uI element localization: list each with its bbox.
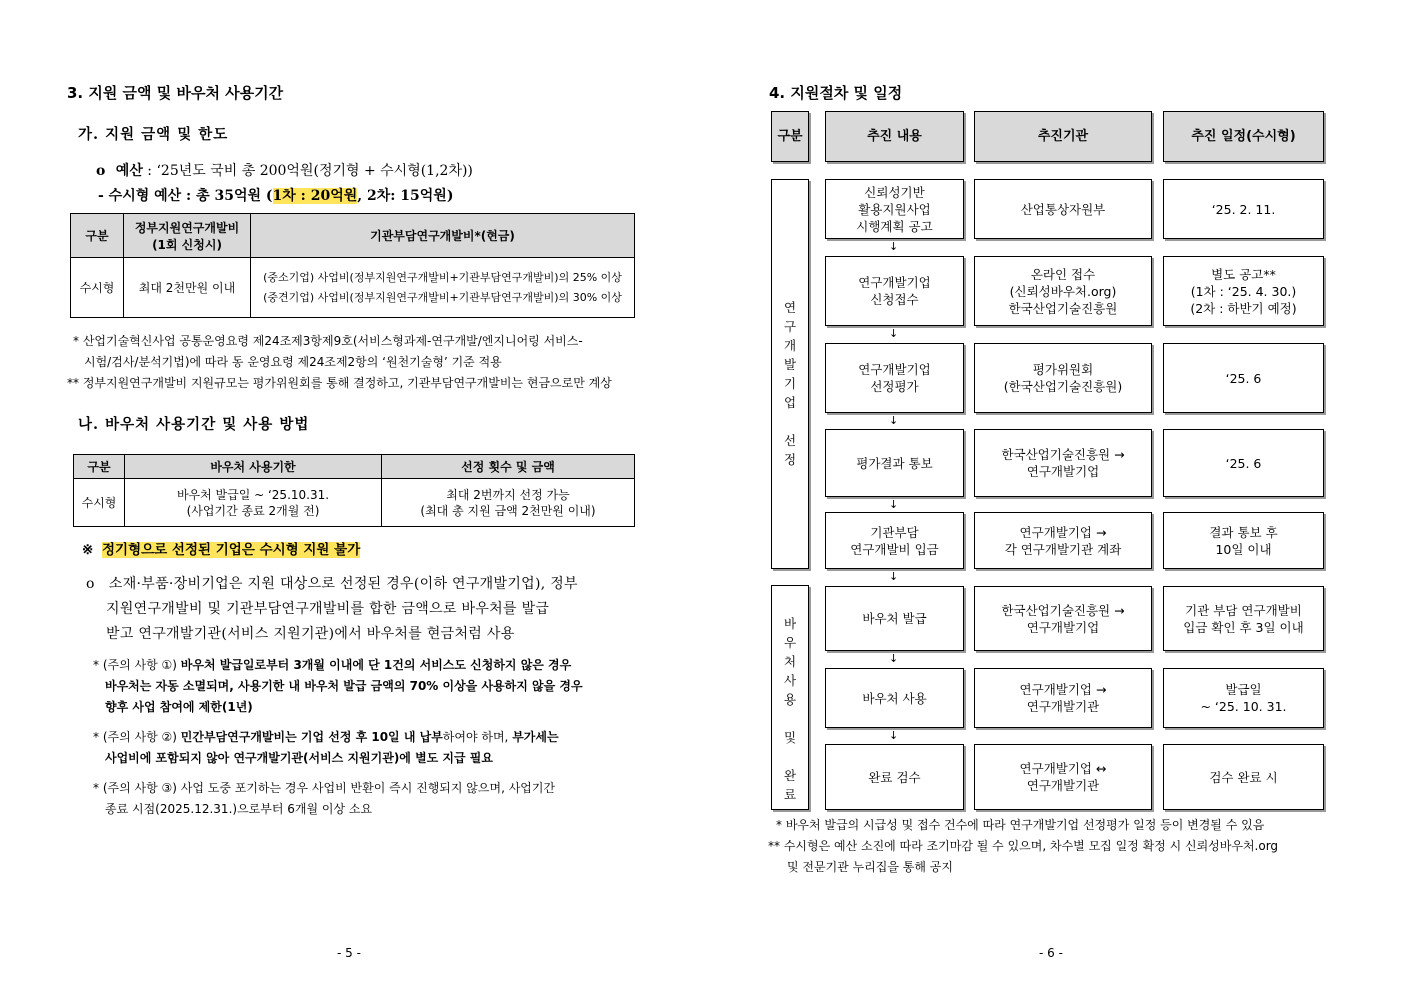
subsection-title-a: 가. 지원 금액 및 한도 <box>78 126 229 143</box>
caution-3: * (주의 사항 ③) 사업 도중 포기하는 경우 사업비 반환이 즉시 진행되지 않으며, 사업기간 종료 시점(2025.12.31.)으로부터 6개월 이상 소요 <box>93 781 556 816</box>
flow-arrow-down-icon: ↓ <box>889 498 899 511</box>
flow-org-2: 온라인 접수 (신뢰성바우처.org) 한국산업기술진흥원 <box>974 256 1152 326</box>
voucher-period-table <box>73 454 635 527</box>
flow-header-content: 추진 내용 <box>825 111 964 162</box>
flow-arrow-down-icon: ↓ <box>889 414 899 427</box>
flow-footnote-1: * 바우처 발급의 시급성 및 접수 건수에 따라 연구개발기업 선정평가 일정 등이 변경될 수 있음 <box>776 818 1265 832</box>
flow-content-2: 연구개발기업 신청접수 <box>825 256 964 326</box>
flow-sched-5: 결과 통보 후 10일 이내 <box>1163 512 1324 569</box>
table2-cell-type: 수시형 <box>74 479 125 527</box>
irregular-budget-suffix: , 2차: 15억원) <box>357 188 454 204</box>
caution-2: * (주의 사항 ②) 민간부담연구개발비는 기업 선정 후 10일 내 납부하여야 하며, 부가세는 사업비에 포함되지 않아 연구개발기관(서비스 지원기관)에 별도 지급 필요 <box>93 730 559 765</box>
group-label-voucher: 바 우 처 사 용 및 완 료 <box>771 585 809 810</box>
budget-label: 예산 <box>115 163 143 179</box>
table1-header-type: 구분 <box>71 214 124 258</box>
irregular-budget-highlight: 1차 : 20억원 <box>272 188 358 204</box>
flow-header-schedule: 추진 일정(수시형) <box>1163 111 1324 162</box>
irregular-budget-prefix: - 수시형 예산 : 총 35억원 ( <box>98 188 273 204</box>
flow-content-5: 기관부담 연구개발비 입금 <box>825 512 964 569</box>
footnote-2: ** 정부지원연구개발비 지원규모는 평가위원회를 통해 결정하고, 기관부담연구개발비는 현금으로만 계상 <box>67 376 612 390</box>
table2-header-type: 구분 <box>74 455 125 479</box>
table2-cell-selection: 최대 2번까지 선정 가능 (최대 총 지원 금액 2천만원 이내) <box>382 479 635 527</box>
subsection-title-b: 나. 바우처 사용기간 및 사용 방법 <box>78 416 310 433</box>
table1-header-inst: 기관부담연구개발비*(현금) <box>251 214 635 258</box>
warning-mark: ※ <box>82 542 94 558</box>
flow-org-1: 산업통상자원부 <box>974 179 1152 239</box>
voucher-paragraph: o 소재·부품·장비기업은 지원 대상으로 선정된 경우(이하 연구개발기업), 정부 지원연구개발비 및 기관부담연구개발비를 합한 금액으로 바우처를 발급 받고 연구개발기관(서비스 지원기관)에서 바우처를 현금처럼 사용 <box>86 576 578 642</box>
flow-header-org: 추진기관 <box>974 111 1152 162</box>
flow-org-8: 연구개발기업 ↔ 연구개발기관 <box>974 744 1152 810</box>
flow-sched-3: ‘25. 6 <box>1163 343 1324 413</box>
page-number-left: - 5 - <box>337 946 361 960</box>
bullet: o <box>86 576 95 592</box>
flow-sched-1: ‘25. 2. 11. <box>1163 179 1324 239</box>
table2-cell-period: 바우처 발급일 ~ ‘25.10.31. (사업기간 종료 2개월 전) <box>125 479 382 527</box>
group-label-selection: 연 구 개 발 기 업 선 정 <box>771 179 809 569</box>
warning-notice <box>82 538 360 558</box>
table1-cell-type: 수시형 <box>71 258 124 318</box>
flow-footnote-2: ** 수시형은 예산 소진에 따라 조기마감 될 수 있으며, 차수별 모집 일정 확정 시 신뢰성바우처.org 및 전문기관 누리집을 통해 공지 <box>768 839 1279 874</box>
flow-sched-8: 검수 완료 시 <box>1163 744 1324 810</box>
page-number-right: - 6 - <box>1039 946 1063 960</box>
table2-header-period: 바우처 사용기한 <box>125 455 382 479</box>
flow-header-type: 구분 <box>771 111 809 162</box>
flow-org-5: 연구개발기업 → 각 연구개발기관 계좌 <box>974 512 1152 569</box>
budget-text: : ‘25년도 국비 총 200억원(정기형 + 수시형(1,2차)) <box>142 163 473 179</box>
flow-content-7: 바우처 사용 <box>825 668 964 728</box>
flow-arrow-down-icon: ↓ <box>889 729 899 742</box>
flow-org-6: 한국산업기술진흥원 → 연구개발기업 <box>974 586 1152 651</box>
footnote-1: * 산업기술혁신사업 공통운영요령 제24조제3항제9호(서비스형과제-연구개발/엔지니어링 서비스- 시험/검사/분석기법)에 따라 동 운영요령 제24조제2항의 ‘원천기술형’ 기준 적용 <box>73 334 583 369</box>
flow-arrow-down-icon: ↓ <box>889 652 899 665</box>
section-title-3: 3. 지원 금액 및 바우처 사용기간 <box>67 84 284 102</box>
caution-1: * (주의 사항 ①) 바우처 발급일로부터 3개월 이내에 단 1건의 서비스도 신청하지 않은 경우 바우처는 자동 소멸되며, 사용기한 내 바우처 발급 금액의 70% 이상을 사용하지 않을 경우 향후 사업 참여에 제한(1년) <box>93 658 583 714</box>
flow-arrow-down-icon: ↓ <box>889 570 899 583</box>
flow-content-3: 연구개발기업 선정평가 <box>825 343 964 413</box>
flow-arrow-down-icon: ↓ <box>889 327 899 340</box>
table1-cell-gov: 최대 2천만원 이내 <box>124 258 251 318</box>
table1-cell-inst: (중소기업) 사업비(정부지원연구개발비+기관부담연구개발비)의 25% 이상 (중견기업) 사업비(정부지원연구개발비+기관부담연구개발비)의 30% 이상 <box>251 258 635 318</box>
flow-org-7: 연구개발기업 → 연구개발기관 <box>974 668 1152 728</box>
flow-arrow-down-icon: ↓ <box>889 240 899 253</box>
flow-org-4: 한국산업기술진흥원 → 연구개발기업 <box>974 429 1152 497</box>
flow-content-1: 신뢰성기반 활용지원사업 시행계획 공고 <box>825 179 964 239</box>
budget-line <box>96 160 473 180</box>
table2-header-selection: 선정 횟수 및 금액 <box>382 455 635 479</box>
flow-org-3: 평가위원회 (한국산업기술진흥원) <box>974 343 1152 413</box>
support-amount-table <box>70 213 635 318</box>
irregular-budget-line <box>98 185 453 205</box>
flow-sched-7: 발급일 ~ ‘25. 10. 31. <box>1163 668 1324 728</box>
flow-content-4: 평가결과 통보 <box>825 429 964 497</box>
flow-sched-6: 기관 부담 연구개발비 입금 확인 후 3일 이내 <box>1163 586 1324 651</box>
flow-sched-4: ‘25. 6 <box>1163 429 1324 497</box>
flow-content-8: 완료 검수 <box>825 744 964 810</box>
warning-text: 정기형으로 선정된 기업은 수시형 지원 불가 <box>102 542 361 558</box>
flow-content-6: 바우처 발급 <box>825 586 964 651</box>
section-title-4: 4. 지원절차 및 일정 <box>769 84 903 102</box>
flow-sched-2: 별도 공고** (1차 : ‘25. 4. 30.) (2차 : 하반기 예정) <box>1163 256 1324 326</box>
bullet: o <box>96 163 106 179</box>
table1-header-gov: 정부지원연구개발비 (1회 신청시) <box>124 214 251 258</box>
